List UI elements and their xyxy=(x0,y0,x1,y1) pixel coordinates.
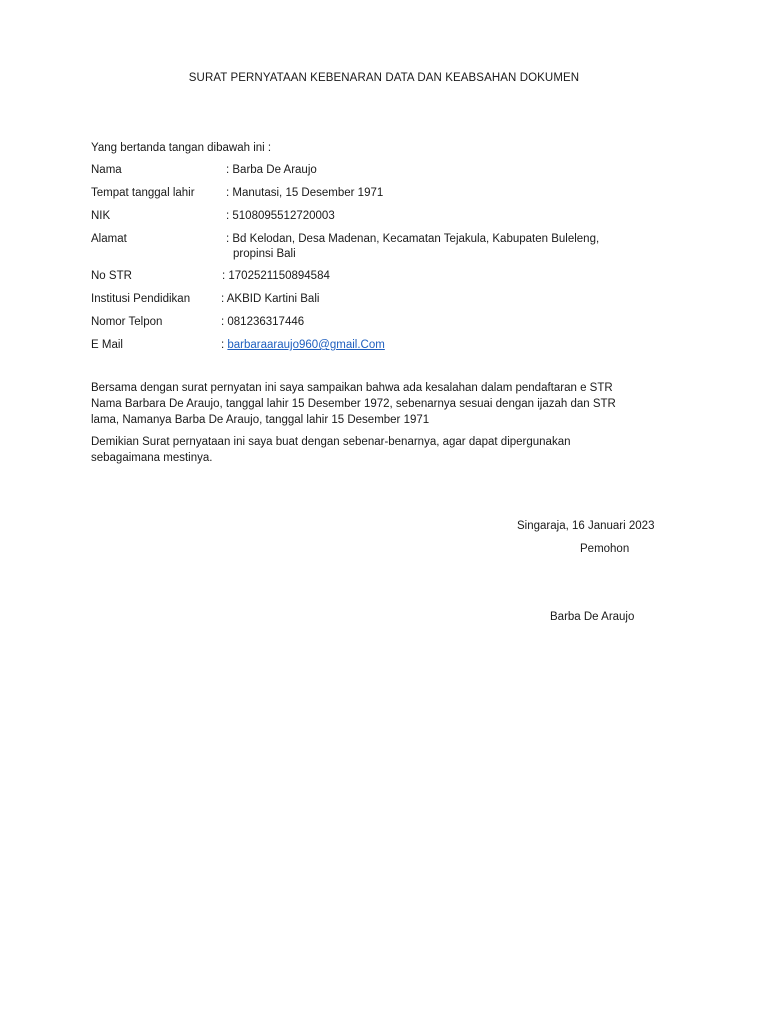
field-value-alamat-line2: propinsi Bali xyxy=(233,248,296,260)
field-label-no-str: No STR xyxy=(91,270,132,282)
signer-name: Barba De Araujo xyxy=(550,611,635,623)
paragraph-1-line-1: Bersama dengan surat pernyatan ini saya sampaikan bahwa ada kesalahan dalam pendaftaran e STR xyxy=(91,382,613,394)
field-value-nik: : 5108095512720003 xyxy=(226,210,335,222)
paragraph-1-line-2: Nama Barbara De Araujo, tanggal lahir 15 Desember 1972, sebenarnya sesuai dengan ijazah dan STR xyxy=(91,398,616,410)
field-label-alamat: Alamat xyxy=(91,233,127,245)
field-value-alamat: : Bd Kelodan, Desa Madenan, Kecamatan Tejakula, Kabupaten Buleleng, xyxy=(226,233,600,245)
field-label-institusi-pendidikan: Institusi Pendidikan xyxy=(91,293,191,305)
field-label-nomor-telpon: Nomor Telpon xyxy=(91,316,163,328)
field-value-institusi-pendidikan: : AKBID Kartini Bali xyxy=(221,293,320,305)
field-label-tempat-tanggal-lahir: Tempat tanggal lahir xyxy=(91,187,195,199)
document-title: SURAT PERNYATAAN KEBENARAN DATA DAN KEABSAHAN DOKUMEN xyxy=(188,72,580,84)
field-label-nama: Nama xyxy=(91,164,122,176)
field-value-tempat-tanggal-lahir: : Manutasi, 15 Desember 1971 xyxy=(226,187,384,199)
paragraph-2-line-1: Demikian Surat pernyataan ini saya buat dengan sebenar-benarnya, agar dapat dipergunakan xyxy=(91,436,571,448)
field-label-nik: NIK xyxy=(91,210,111,222)
place-date: Singaraja, 16 Januari 2023 xyxy=(517,520,655,532)
field-value-nama: : Barba De Araujo xyxy=(226,164,317,176)
email-colon: : xyxy=(221,339,228,351)
paragraph-2-line-2: sebagaimana mestinya. xyxy=(91,452,213,464)
email-link[interactable]: barbaraaraujo960@gmail.Com xyxy=(227,339,385,351)
field-label-email: E Mail xyxy=(91,339,123,351)
field-value-nomor-telpon: : 081236317446 xyxy=(221,316,305,328)
intro-text: Yang bertanda tangan dibawah ini : xyxy=(91,142,272,154)
field-value-email-row xyxy=(221,339,385,351)
paragraph-1-line-3: lama, Namanya Barba De Araujo, tanggal lahir 15 Desember 1971 xyxy=(91,414,430,426)
signer-role: Pemohon xyxy=(580,543,630,555)
field-value-no-str: : 1702521150894584 xyxy=(222,270,330,282)
